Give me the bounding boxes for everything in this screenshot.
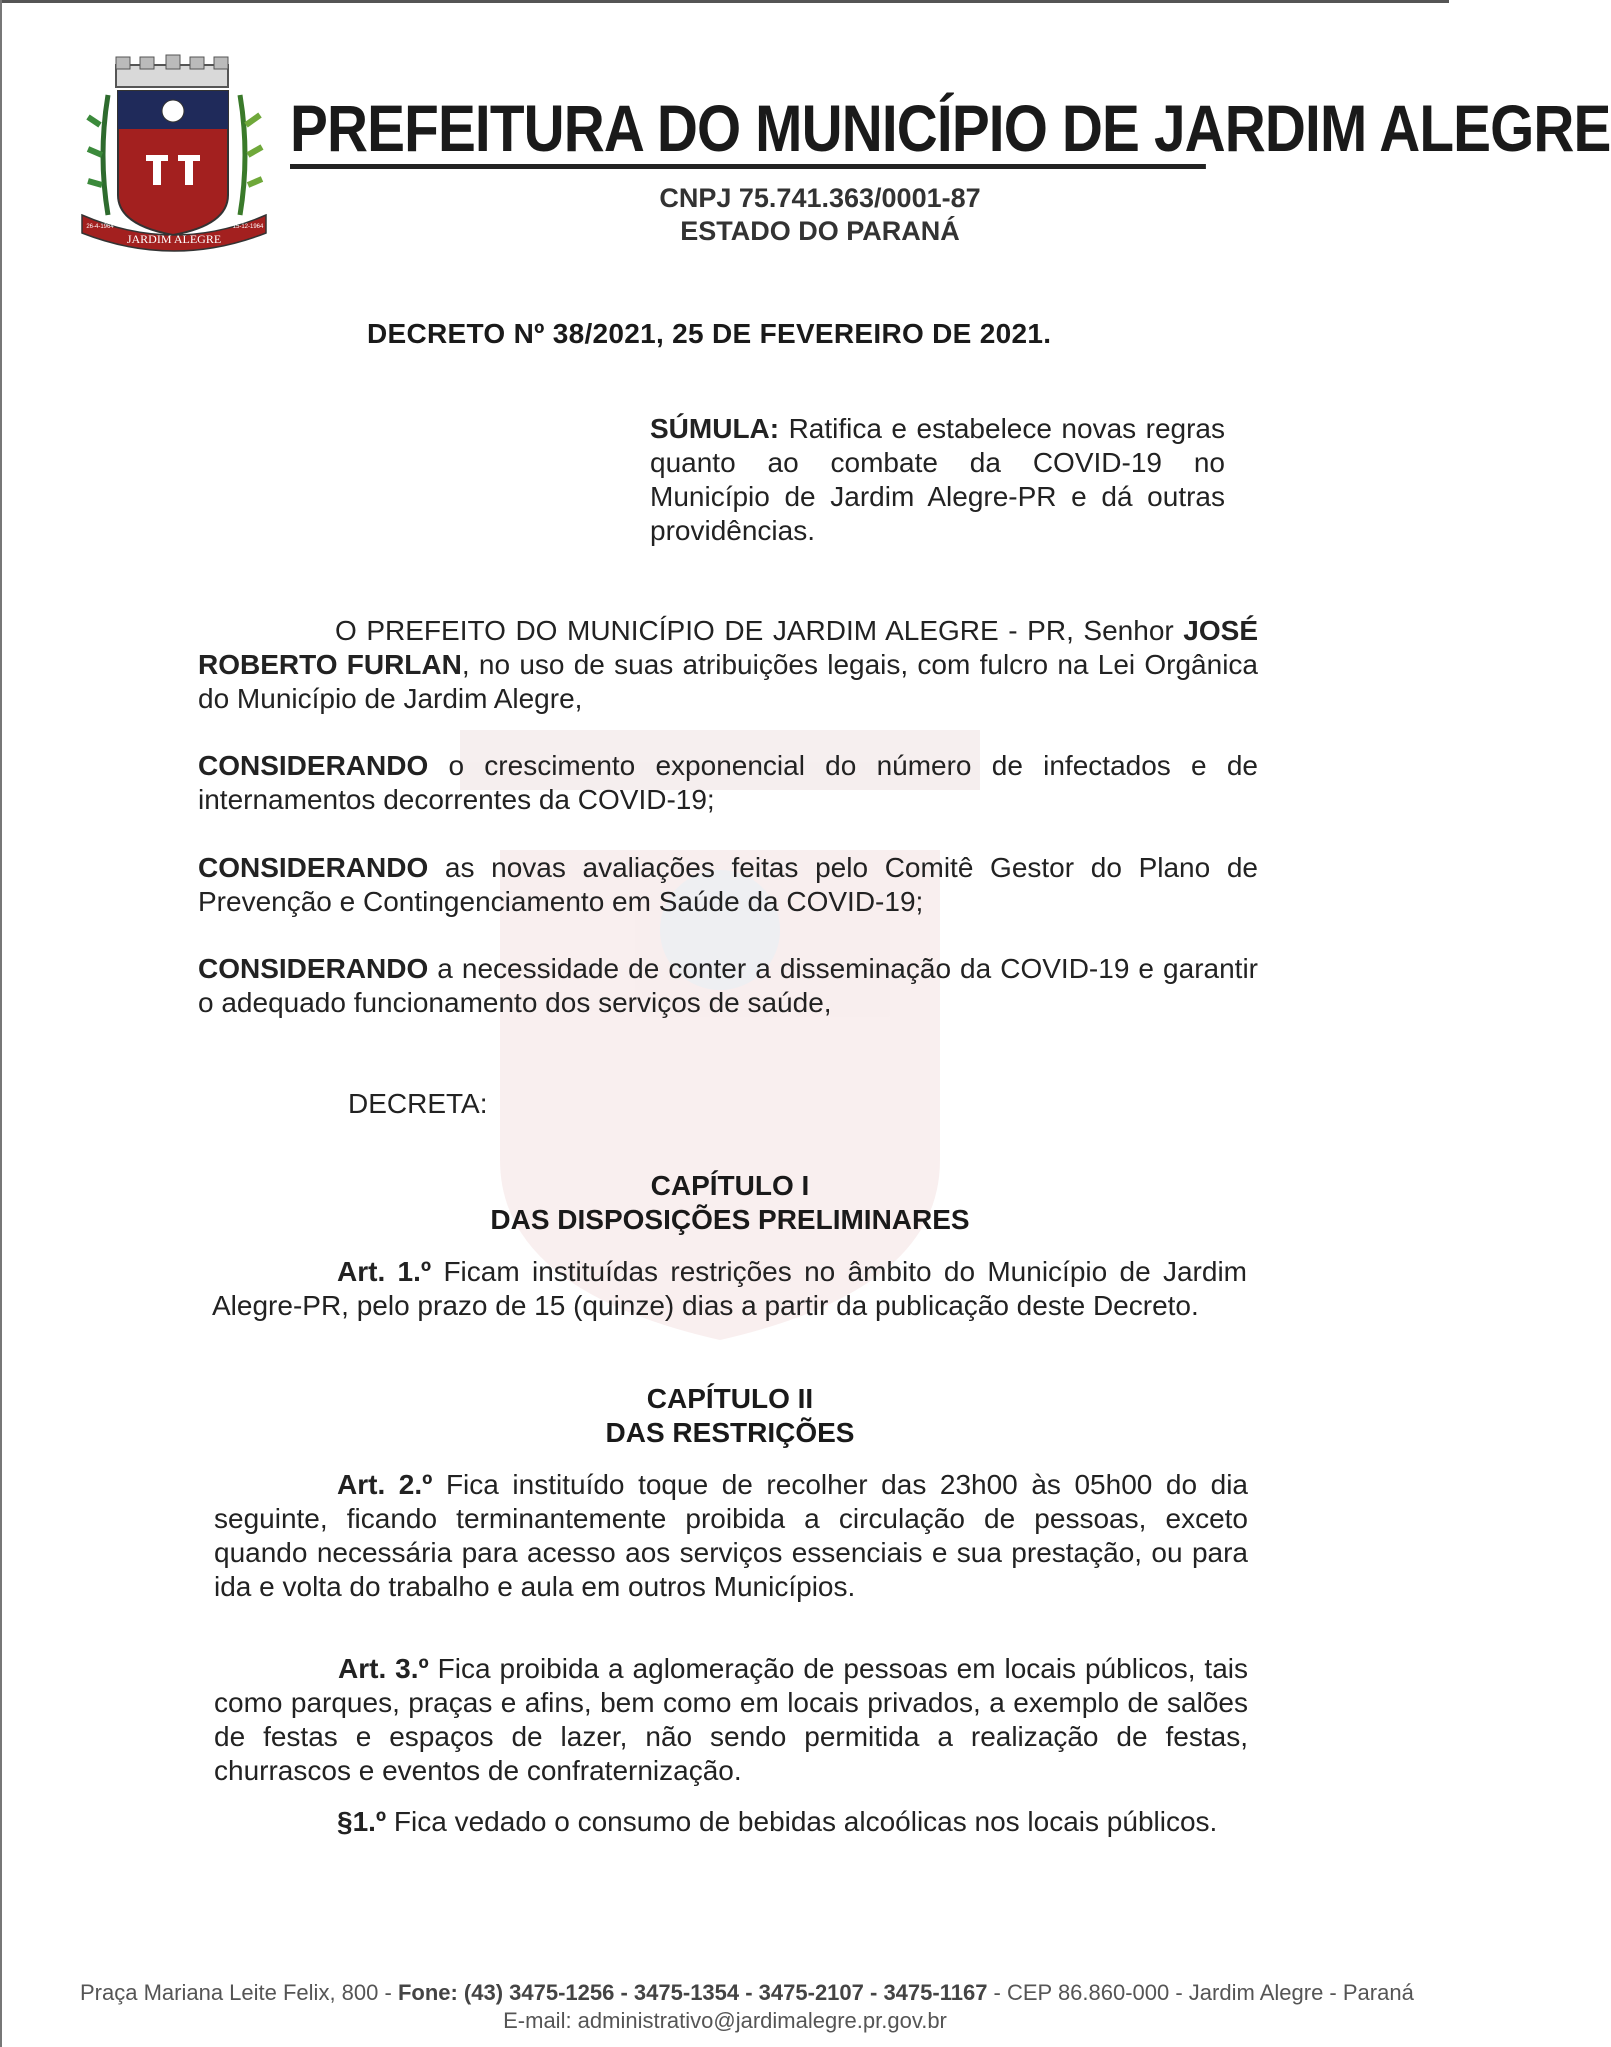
scan-border-top: [0, 0, 1449, 3]
sumula-block: [650, 412, 1225, 548]
cnpj-text: CNPJ 75.741.363/0001-87: [659, 183, 981, 213]
considerando-text: a necessidade de conter a disseminação da COVID-19 e garantir o adequado funcionamento dos serviços de saúde,: [198, 953, 1258, 1018]
preamble-rest: , no uso de suas atribuições legais, com fulcro na Lei Orgânica do Município de Jardim Alegre,: [198, 649, 1258, 714]
decree-title: DECRETO Nº 38/2021, 25 DE FEVEREIRO DE 2021.: [367, 318, 1052, 349]
footer-address: Praça Mariana Leite Felix, 800 -: [80, 1980, 398, 2005]
municipality-title: PREFEITURA DO MUNICÍPIO DE JARDIM ALEGRE: [290, 92, 1206, 169]
footer-cep: - CEP 86.860-000 - Jardim Alegre - Paraná: [987, 1980, 1414, 2005]
municipal-crest-logo: [78, 55, 270, 260]
scan-border-left: [0, 0, 2, 2047]
considerando-text: as novas avaliações feitas pelo Comitê Gestor do Plano de Prevenção e Contingenciamento em Saúde da COVID-19;: [198, 852, 1258, 917]
considerando-1: [198, 749, 1258, 817]
sumula-text: Ratifica e estabelece novas regras quanto ao combate da COVID-19 no Município de Jardim Alegre-PR e dá outras providências.: [650, 413, 1225, 546]
state-text: ESTADO DO PARANÁ: [680, 216, 960, 246]
sumula-label: SÚMULA:: [650, 413, 780, 444]
footer-phones: Fone: (43) 3475-1256 - 3475-1354 - 3475-2107 - 3475-1167: [397, 1980, 988, 2005]
article-label: Art. 1.º: [337, 1256, 432, 1287]
chapter-1-title: CAPÍTULO I: [650, 1170, 810, 1201]
considerando-label: CONSIDERANDO: [198, 953, 429, 984]
considerando-label: CONSIDERANDO: [198, 852, 429, 883]
article-label: Art. 2.º: [337, 1469, 433, 1500]
footer-address-line: [80, 1980, 1414, 2006]
chapter-2-subtitle: DAS RESTRIÇÕES: [605, 1417, 855, 1448]
article-text: Fica instituído toque de recolher das 23h00 às 05h00 do dia seguinte, ficando terminantemente proibida a circulação de pessoas, exceto quando necessária para acesso aos serviços essenciais e sua prestação, ou para ida e volta do trabalho e aula em outros Municípios.: [214, 1469, 1248, 1602]
article-3: [214, 1652, 1248, 1788]
preamble-intro: O PREFEITO DO MUNICÍPIO DE JARDIM ALEGRE - PR, Senhor: [335, 615, 1184, 646]
chapter-2-title: CAPÍTULO II: [646, 1383, 814, 1414]
chapter-1-subtitle: DAS DISPOSIÇÕES PRELIMINARES: [490, 1204, 970, 1235]
mayor-name: JOSÉ ROBERTO FURLAN: [198, 615, 1258, 680]
preamble-paragraph: [198, 614, 1258, 716]
considerando-label: CONSIDERANDO: [198, 750, 429, 781]
article-label: Art. 3.º: [338, 1653, 429, 1684]
crest-ribbon-text: JARDIM ALEGRE: [126, 232, 222, 246]
paragraph-label: §1.º: [337, 1806, 387, 1837]
article-text: Fica proibida a aglomeração de pessoas em locais públicos, tais como parques, praças e afins, bem como em locais privados, a exemplo de salões de festas e espaços de lazer, não sendo permitida a realização de festas, churrascos e eventos de confraternização.: [214, 1653, 1249, 1786]
paragraph-1: [337, 1805, 1257, 1839]
footer-email: E-mail: administrativo@jardimalegre.pr.gov.br: [503, 2008, 947, 2033]
crest-date-left: 26-4-1964: [86, 224, 114, 230]
considerando-3: [198, 952, 1258, 1020]
article-text: Ficam instituídas restrições no âmbito do Município de Jardim Alegre-PR, pelo prazo de 15 (quinze) dias a partir da publicação deste Decreto.: [212, 1256, 1247, 1321]
decreta-label: DECRETA:: [348, 1088, 488, 1119]
paragraph-text: Fica vedado o consumo de bebidas alcoólicas nos locais públicos.: [386, 1806, 1218, 1837]
article-2: [214, 1468, 1248, 1604]
crest-date-right: 15-12-1964: [232, 224, 264, 230]
considerando-text: o crescimento exponencial do número de infectados e de internamentos decorrentes da COVID-19;: [198, 750, 1258, 815]
article-1: [212, 1255, 1247, 1323]
considerando-2: [198, 851, 1258, 919]
